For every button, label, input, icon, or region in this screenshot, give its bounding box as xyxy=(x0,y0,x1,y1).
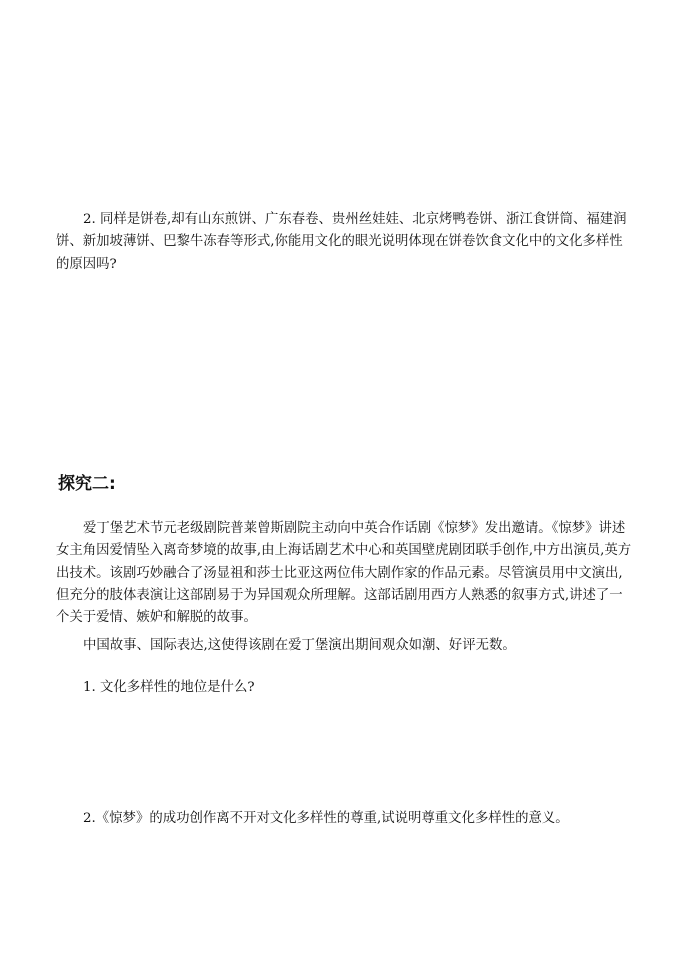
question-1-status: 1. 文化多样性的地位是什么? xyxy=(83,680,255,695)
section-heading-inquiry-2: 探究二: xyxy=(58,474,116,494)
question-2-significance: 2.《惊梦》的成功创作离不开对文化多样性的尊重,试说明尊重文化多样性的意义。 xyxy=(83,811,569,826)
story-paragraph: 爱丁堡艺术节元老级剧院普莱曾斯剧院主动向中英合作话剧《惊梦》发出邀请。《惊梦》讲述女主角因爱情坠入离奇梦境的故事,由上海话剧艺术中心和英国壁虎剧团联手创作,中方出演员,英方出技术。该剧巧妙融合了汤显祖和莎士比亚这两位伟大剧作家的作品元素。尽管演员用中文演出,但充分的肢体表演让这部剧易于为异国观众所理解。这部话剧用西方人熟悉的叙事方式,讲述了一个关于爱情、嫉妒和解脱的故事。 xyxy=(56,521,632,626)
story-paragraph-2: 中国故事、国际表达,这使得该剧在爱丁堡演出期间观众如潮、好评无数。 xyxy=(83,638,516,653)
question-2-rolled-pancakes: 2. 同样是饼卷,却有山东煎饼、广东春卷、贵州丝娃娃、北京烤鸭卷饼、浙江食饼筒、福建润饼、新加坡薄饼、巴黎牛冻春等形式,你能用文化的眼光说明体现在饼卷饮食文化中的文化多样性的原因吗? xyxy=(56,212,627,272)
